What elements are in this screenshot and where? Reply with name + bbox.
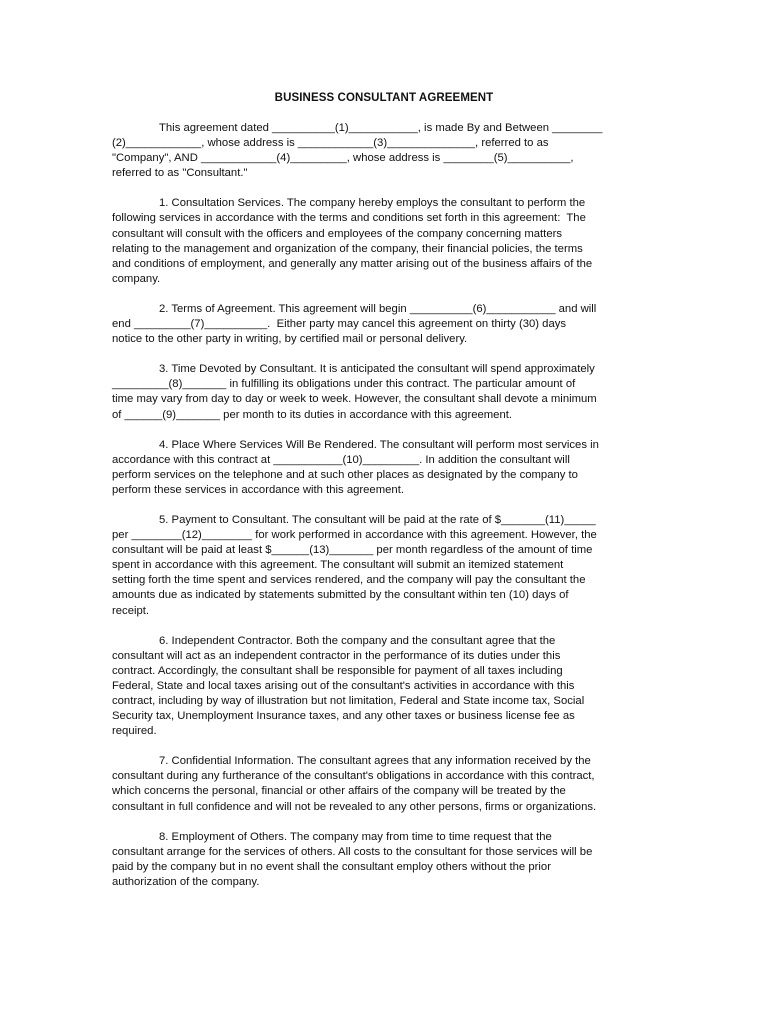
paragraph-place-of-services <box>112 438 656 498</box>
text-line: relating to the management and organization of the company, their financial policies, the terms <box>112 242 583 255</box>
text-line: consultant will be paid at least $______(13)_______ per month regardless of the amount of time <box>112 544 593 557</box>
text-line: _________(8)_______ in fulfilling its obligations under this contract. The particular amount of <box>112 378 576 391</box>
text-line: referred to as "Consultant." <box>112 167 248 180</box>
text-line: per ________(12)________ for work performed in accordance with this agreement. However, the <box>112 529 597 542</box>
text-line: required. <box>112 725 157 738</box>
paragraph-confidential-information <box>112 754 656 814</box>
text-line: paid by the company but in no event shall the consultant employ others without the prior <box>112 860 551 873</box>
text-line: end _________(7)__________. Either party may cancel this agreement on thirty (30) days <box>112 318 567 331</box>
text-line: contract. Accordingly, the consultant shall be responsible for payment of all taxes including <box>112 664 563 677</box>
text-line: contract, including by way of illustration but not limitation, Federal and State income tax, Social <box>112 695 585 707</box>
text-line: consultant in full confidence and will not be revealed to any other persons, firms or organizations. <box>112 800 597 813</box>
text-line: consultant during any furtherance of the consultant's obligations in accordance with this contract, <box>112 770 595 783</box>
text-line: amounts due as indicated by statements submitted by the consultant within ten (10) days of <box>112 589 569 602</box>
paragraph-consultation-services <box>112 196 656 287</box>
text-line: consultant will act as an independent contractor in the performance of its duties under this <box>112 649 561 662</box>
text-line: 5. Payment to Consultant. The consultant will be paid at the rate of $_______(11)_____ <box>159 513 596 526</box>
text-line: of ______(9)_______ per month to its duties in accordance with this agreement. <box>112 408 513 421</box>
text-line: 2. Terms of Agreement. This agreement will begin __________(6)___________ and will <box>159 302 597 315</box>
text-line: 6. Independent Contractor. Both the company and the consultant agree that the <box>159 634 556 647</box>
paragraph-intro <box>112 121 656 181</box>
text-line: spent in accordance with this agreement. The consultant will submit an itemized statement <box>112 559 564 572</box>
text-line: Federal, State and local taxes arising out of the consultant's activities in accordance with this <box>112 679 575 692</box>
text-line: Security tax, Unemployment Insurance taxes, and any other taxes or business license fee as <box>112 710 575 723</box>
text-line: authorization of the company. <box>112 875 260 888</box>
text-line: perform these services in accordance with this agreement. <box>112 483 404 496</box>
text-line: time may vary from day to day or week to week. However, the consultant shall devote a minimum <box>112 393 597 406</box>
text-line: receipt. <box>112 604 150 617</box>
text-line: following services in accordance with the terms and conditions set forth in this agreement: The <box>112 212 586 225</box>
paragraph-terms-of-agreement <box>112 302 656 347</box>
text-line: 1. Consultation Services. The company hereby employs the consultant to perform the <box>159 197 586 210</box>
text-line: accordance with this contract at ___________(10)_________. In addition the consultant will <box>112 453 570 466</box>
text-line: consultant will consult with the officers and employees of the company concerning matters <box>112 227 563 240</box>
text-line: (2)____________, whose address is ____________(3)______________, referred to as <box>112 137 549 150</box>
text-line: 3. Time Devoted by Consultant. It is anticipated the consultant will spend approximately <box>159 363 595 376</box>
text-line: This agreement dated __________(1)___________, is made By and Between ________ <box>159 122 603 134</box>
text-line: 4. Place Where Services Will Be Rendered. The consultant will perform most services in <box>159 438 599 451</box>
document-body <box>112 121 656 905</box>
text-line: notice to the other party in writing, by certified mail or personal delivery. <box>112 333 468 346</box>
text-line: consultant arrange for the services of others. All costs to the consultant for those services will be <box>112 845 593 858</box>
text-line: 7. Confidential Information. The consultant agrees that any information received by the <box>159 755 591 768</box>
text-line: which concerns the personal, financial or other affairs of the company will be treated by the <box>112 785 566 798</box>
document-title: BUSINESS CONSULTANT AGREEMENT <box>274 92 494 104</box>
paragraph-time-devoted <box>112 362 656 422</box>
paragraph-independent-contractor <box>112 634 656 740</box>
paragraph-employment-of-others <box>112 830 656 890</box>
text-line: setting forth the time spent and services rendered, and the company will pay the consultant the <box>112 574 586 587</box>
paragraph-payment <box>112 513 656 619</box>
text-line: and conditions of employment, and generally any matter arising out of the business affairs of the <box>112 257 593 270</box>
text-line: company. <box>112 272 161 285</box>
text-line: 8. Employment of Others. The company may from time to time request that the <box>159 830 552 843</box>
text-line: "Company", AND ____________(4)_________, whose address is ________(5)__________, <box>112 152 574 165</box>
text-line: perform services on the telephone and at such other places as designated by the company to <box>112 468 578 481</box>
